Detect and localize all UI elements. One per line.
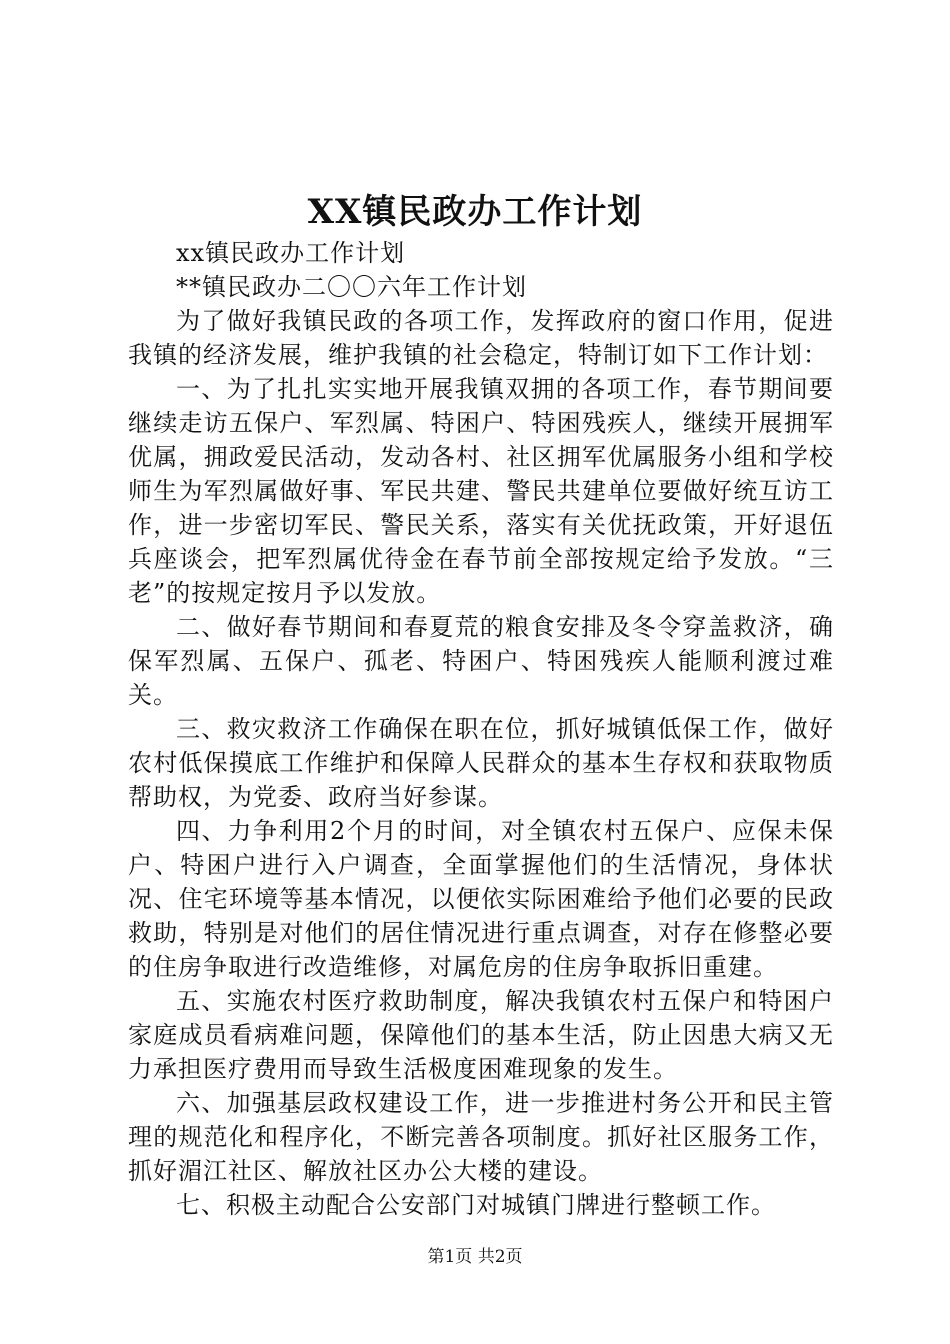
document-body [128,236,834,1222]
paragraph-item-1: 一、为了扎扎实实地开展我镇双拥的各项工作，春节期间要继续走访五保户、军烈属、特困户、特困残疾人，继续开展拥军优属，拥政爱民活动，发动各村、社区拥军优属服务小组和学校师生为军烈属做好事、军民共建、警民共建单位要做好统互访工作，进一步密切军民、警民关系，落实有关优抚政策，开好退伍兵座谈会，把军烈属优待金在春节前全部按规定给予发放。“三老”的按规定按月予以发放。 [128,375,834,607]
paragraph-item-6: 六、加强基层政权建设工作，进一步推进村务公开和民主管理的规范化和程序化，不断完善各项制度。抓好社区服务工作，抓好湄江社区、解放社区办公大楼的建设。 [128,1089,834,1185]
paragraph-item-2: 二、做好春节期间和春夏荒的粮食安排及冬令穿盖救济，确保军烈属、五保户、孤老、特困户、特困残疾人能顺利渡过难关。 [128,613,834,709]
document-title: XX镇民政办工作计划 [307,192,643,232]
paragraph-subtitle: xx镇民政办工作计划 [176,239,406,267]
paragraph-plan-heading: **镇民政办二〇〇六年工作计划 [176,273,527,301]
paragraph-item-3: 三、救灾救济工作确保在职在位，抓好城镇低保工作，做好农村低保摸底工作维护和保障人民群众的基本生存权和获取物质帮助权，为党委、政府当好参谋。 [128,715,834,811]
paragraph-intro: 为了做好我镇民政的各项工作，发挥政府的窗口作用，促进我镇的经济发展，维护我镇的社会稳定，特制订如下工作计划： [128,307,834,369]
page-number-footer: 第1页 共2页 [427,1247,523,1267]
paragraph-item-5: 五、实施农村医疗救助制度，解决我镇农村五保户和特困户家庭成员看病难问题，保障他们的基本生活，防止因患大病又无力承担医疗费用而导致生活极度困难现象的发生。 [128,987,834,1083]
paragraph-item-4: 四、力争利用2个月的时间，对全镇农村五保户、应保未保户、特困户进行入户调查，全面掌握他们的生活情况，身体状况、住宅环境等基本情况，以便依实际困难给予他们必要的民政救助，特别是对他们的居住情况进行重点调查，对存在修整必要的住房争取进行改造维修，对属危房的住房争取拆旧重建。 [128,817,834,981]
paragraph-item-7: 七、积极主动配合公安部门对城镇门牌进行整顿工作。 [176,1191,776,1219]
